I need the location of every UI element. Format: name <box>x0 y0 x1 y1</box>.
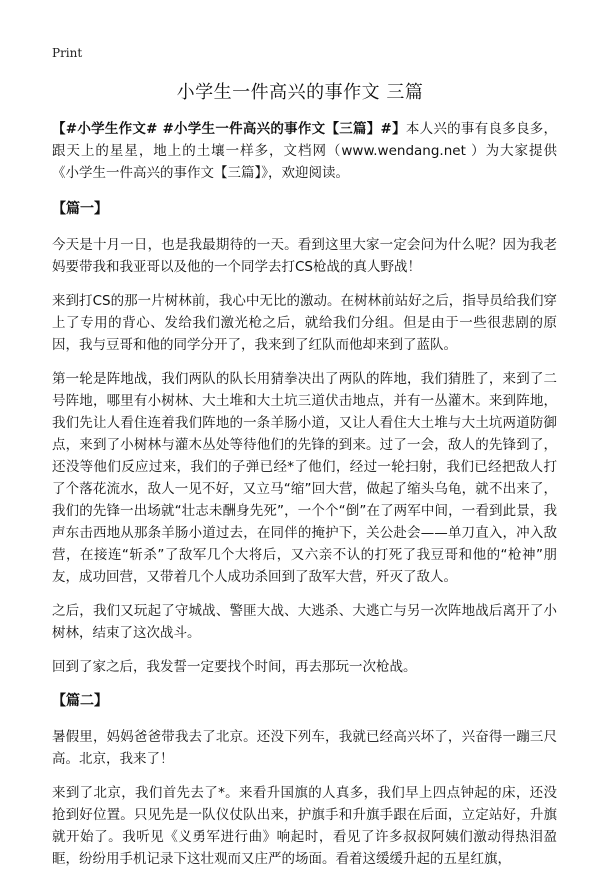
article-body <box>52 118 557 882</box>
section-heading-1: 【篇一】 <box>52 201 108 217</box>
section-1-paragraph: 回到了家之后，我发誓一定要找个时间，再去那玩一次枪战。 <box>52 659 417 675</box>
section-2-paragraph: 来到了北京，我们首先去了*。来看升国旗的人真多，我们早上四点钟起的床，还没抢到好位置。只见先是一队仪仗队出来，护旗手和升旗手跟在后面，立定站好，升旗就开始了。我听见《义勇军进行曲》响起时，看见了许多叔叔阿姨们激动得热泪盈眶，纷纷用手机记录下这壮观而又庄严的场面。看着这缓缓升起的五星红旗， <box>52 785 557 867</box>
print-link[interactable]: Print <box>52 46 83 60</box>
section-1-paragraph: 来到打CS的那一片树林前，我心中无比的激动。在树林前站好之后，指导员给我们穿上了专用的背心、发给我们激光枪之后，就给我们分组。但是由于一些很悲剧的原因，我与豆哥和他的同学分开了，我来到了红队而他却来到了蓝队。 <box>52 293 557 353</box>
section-1-paragraph: 之后，我们又玩起了守城战、警匪大战、大逃杀、大逃亡与另一次阵地战后离开了小树林，结束了这次战斗。 <box>52 603 557 641</box>
section-1-paragraph: 第一轮是阵地战，我们两队的队长用猜拳决出了两队的阵地，我们猜胜了，来到了二号阵地，哪里有小树林、大土堆和大土坑三道伏击地点，并有一丛灌木。来到阵地，我们先让人看住连着我们阵地的一条羊肠小道，又让人看住大土堆与大土坑两道防御点，来到了小树林与灌木丛处等待他们的先锋的到来。过了一会，敌人的先锋到了，还没等他们反应过来，我们的子弹已经*了他们，经过一轮扫射，我们已经把敌人打了个落花流水，敌人一见不好，又立马“缩”回大营，做起了缩头乌龟，就不出来了，我们的先锋一出场就“壮志未酬身先死”，一个个“倒”在了两军中间，一看到此景，我声东击西地从那条羊肠小道过去，在同伴的掩护下，关公赴会——单刀直入，冲入敌营，在接连“斩杀”了敌军几个大将后，又六亲不认的打死了我豆哥和他的“枪神”朋友，成功回营，又带着几个人成功杀回到了敌军大营，歼灭了敌人。 <box>52 371 557 585</box>
intro-paragraph <box>52 118 557 184</box>
section-1-paragraph: 今天是十月一日，也是我最期待的一天。看到这里大家一定会问为什么呢？因为我老妈要带我和我亚哥以及他的一个同学去打CS枪战的真人野战！ <box>52 237 557 275</box>
intro-tags: 【#小学生作文# #小学生一件高兴的事作文【三篇】#】 <box>52 121 406 137</box>
intro-text: 本人兴的事有良多良多，跟天上的星星，地上的土壤一样多，文档网（www.wendang.net ）为大家提供《小学生一件高兴的事作文【三篇】》，欢迎阅读。 <box>52 121 557 181</box>
page-title: 小学生一件高兴的事作文 三篇 <box>176 82 424 103</box>
section-heading-2: 【篇二】 <box>52 693 108 709</box>
section-2-paragraph: 暑假里，妈妈爸爸带我去了北京。还没下列车，我就已经高兴坏了，兴奋得一蹦三尺高。北京，我来了！ <box>52 729 557 767</box>
